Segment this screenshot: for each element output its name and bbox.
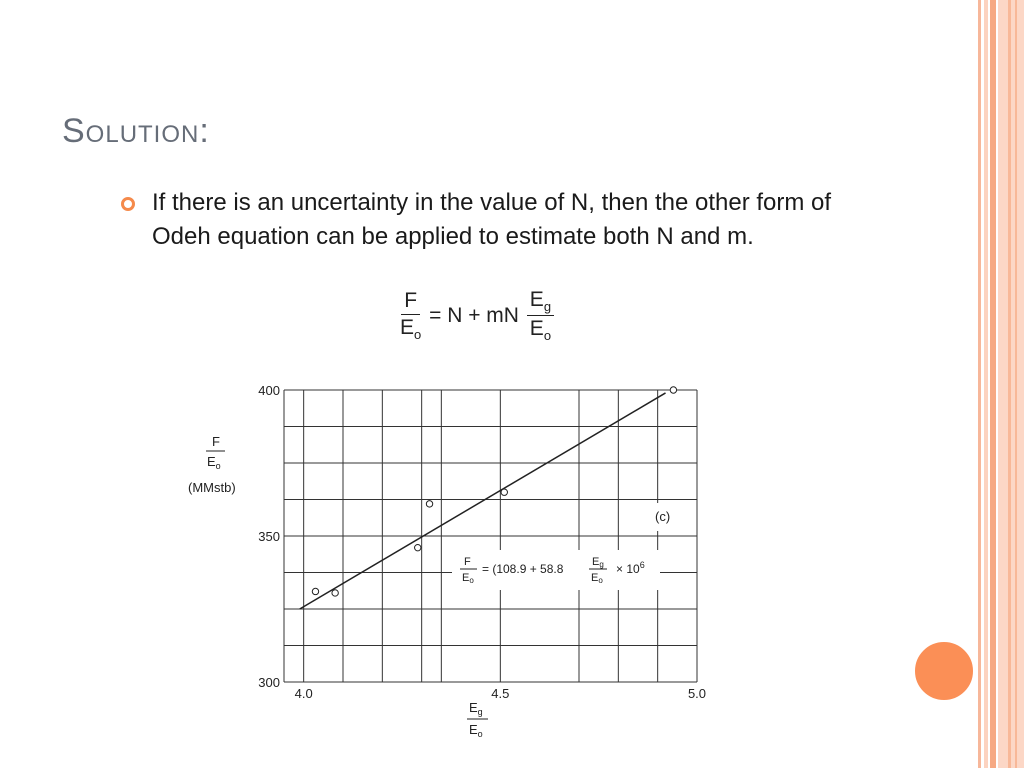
x-axis-label-den-base: E bbox=[469, 722, 478, 737]
fit-eq-middle: = (108.9 + 58.8 bbox=[482, 562, 564, 576]
x-axis-label-num-sub: g bbox=[477, 707, 483, 717]
x-tick-label: 4.5 bbox=[491, 686, 510, 701]
fit-eq-frac-num-base: E bbox=[592, 556, 600, 568]
y-axis-label-denominator bbox=[207, 454, 221, 471]
fit-eq-tail-text: × 10 bbox=[616, 562, 640, 576]
x-axis-label-den-sub: o bbox=[477, 729, 483, 739]
y-tick-label: 350 bbox=[258, 529, 280, 544]
fit-eq-lhs-den-base: E bbox=[462, 572, 470, 584]
equation-rhs-den-base: E bbox=[529, 317, 544, 340]
y-tick-label: 300 bbox=[258, 675, 280, 690]
data-point bbox=[312, 588, 318, 594]
x-tick-label: 4.0 bbox=[294, 686, 313, 701]
x-axis-label-num-base: E bbox=[469, 700, 478, 715]
data-point bbox=[415, 544, 421, 550]
equation-lhs-numerator: F bbox=[401, 289, 420, 315]
y-tick-label: 400 bbox=[258, 383, 280, 398]
data-point bbox=[426, 501, 432, 507]
equation-lhs-den-base: E bbox=[400, 316, 415, 339]
equation-rhs-num-sub: g bbox=[543, 299, 552, 314]
fit-eq-frac-num-sub: g bbox=[599, 560, 604, 569]
x-axis-label-numerator bbox=[469, 700, 483, 717]
data-point bbox=[670, 387, 676, 393]
equation-middle: = N + mN bbox=[429, 303, 519, 327]
equation-rhs-num-base: E bbox=[529, 288, 544, 311]
y-axis-label-den-sub: o bbox=[215, 461, 221, 471]
fit-eq-lhs-den-sub: o bbox=[469, 576, 474, 585]
x-axis-label-denominator bbox=[469, 722, 483, 739]
equation-lhs-den-sub: o bbox=[414, 327, 422, 342]
equation-rhs-den-sub: o bbox=[543, 328, 552, 343]
data-point bbox=[332, 590, 338, 596]
y-axis-label-numerator: F bbox=[212, 434, 220, 449]
slide-title: Solution: bbox=[62, 112, 210, 150]
fit-eq-lhs-numerator: F bbox=[464, 556, 471, 568]
fit-eq-frac-den-sub: o bbox=[598, 576, 603, 585]
bullet-text: If there is an uncertainty in the value of N, then the other form of Odeh equation can be applied to estimate both N and m. bbox=[152, 189, 832, 250]
y-axis-units: (MMstb) bbox=[188, 480, 236, 495]
data-point bbox=[501, 489, 507, 495]
x-tick-label: 5.0 bbox=[687, 686, 707, 701]
y-axis-label-den-base: E bbox=[207, 454, 216, 469]
fit-eq-frac-den-base: E bbox=[591, 572, 599, 584]
fit-eq-tail-sup: 6 bbox=[639, 560, 645, 570]
chart-annotation-c: (c) bbox=[655, 509, 671, 524]
